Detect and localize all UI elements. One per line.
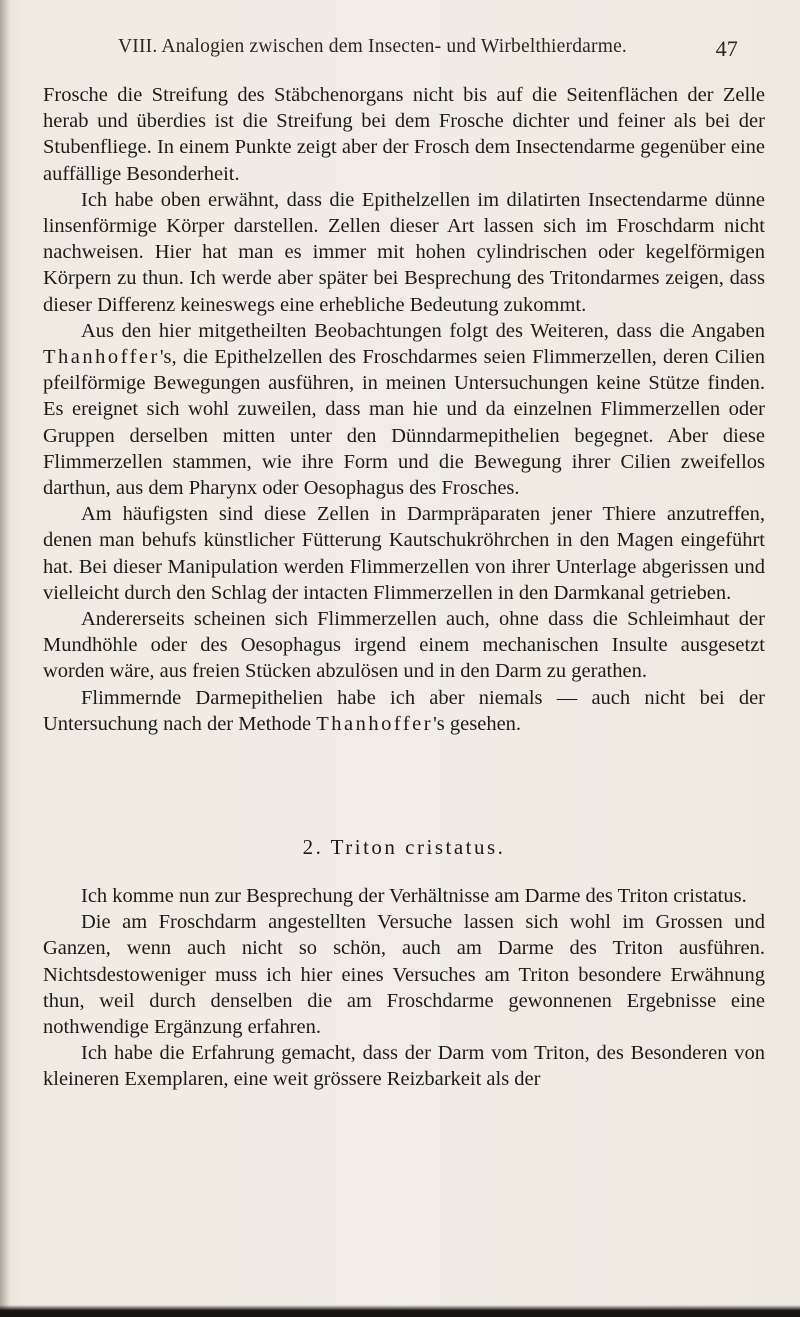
paragraph [43, 606, 765, 685]
author-name: Thanhoffer [316, 712, 434, 735]
paragraph: Ich habe die Erfahrung gemacht, dass der Darm vom Triton, des Besonderen von kleineren Exemplaren, eine weit grössere Reizbarkeit als der [43, 1042, 765, 1091]
page-gutter-shadow [0, 0, 10, 1317]
paragraph-text: Ich habe oben erwähnt, dass die Epithelzellen im dilatirten Insectendarme dünne linsenförmige Körper darstellen. Zellen dieser Art lassen sich im Froschdarm nicht nachweisen. Hier hat man es immer mit hohen cylindrischen oder kegelförmigen Körpern zu thun. Ich werde aber später bei Besprechung des Tritondarmes zeigen, dass dieser Differenz keineswegs eine erhebliche Bedeutung zukommt. [43, 188, 765, 316]
paragraph-text: Aus den hier mitgetheilten Beobachtungen folgt des Weiteren, dass die Angaben [81, 319, 765, 342]
paragraph-text: Flimmernde Darmepithelien habe ich aber niemals — auch nicht bei der Untersuchung nach der Methode [43, 686, 765, 735]
running-title: VIII. Analogien zwischen dem Insecten- und Wirbelthierdarme. [118, 36, 628, 57]
paragraph-text: 's gesehen. [433, 712, 522, 735]
page-header [118, 36, 738, 64]
body-text-section-1 [43, 82, 765, 737]
body-text-section-2 [43, 883, 765, 1093]
paragraph [43, 187, 765, 318]
paragraph-text: Frosche die Streifung des Stäbchenorgans nicht bis auf die Seitenflächen der Zelle herab und überdies ist die Streifung bei dem Frosche dichter und feiner als bei der Stubenfliege. In einem Punkte zeigt aber der Frosch dem Insectendarme gegenüber eine auffällige Besonderheit. [43, 84, 765, 185]
paragraph-text: Andererseits scheinen sich Flimmerzellen auch, ohne dass die Schleimhaut der Mundhöhle oder des Oesophagus irgend einem mechanischen Insulte ausgesetzt worden wäre, aus freien Stücken abzulösen und in den Darm zu gerathen. [43, 608, 765, 683]
author-name: Thanhoffer [43, 346, 160, 369]
paragraph [43, 685, 765, 737]
section-heading [43, 835, 765, 860]
scan-bottom-edge [0, 1305, 800, 1317]
paragraph: Die am Froschdarm angestellten Versuche lassen sich wohl im Grossen und Ganzen, wenn auch nicht so schön, auch am Darme des Triton ausführen. Nichtsdestoweniger muss ich hier eines Versuches am Triton besondere Erwähnung thun, weil durch denselben die am Froschdarme gewonnenen Ergebnisse eine nothwendige Ergänzung erfahren. [43, 911, 765, 1039]
page-number: 47 [715, 36, 738, 61]
paragraph-text: Am häufigsten sind diese Zellen in Darmpräparaten jener Thiere anzutreffen, denen man behufs künstlicher Fütterung Kautschukröhrchen in den Magen eingeführt hat. Bei dieser Manipulation werden Flimmerzellen von ihrer Unterlage abgerissen und vielleicht durch den Schlag der intacten Flimmerzellen in den Darmkanal getrieben. [43, 503, 765, 604]
paragraph [43, 318, 765, 501]
paragraph [43, 501, 765, 606]
paragraph-text: 's, die Epithelzellen des Froschdarmes seien Flimmerzellen, deren Cilien pfeilförmige Bewegungen ausführen, in meinen Untersuchungen keine Stütze finden. Es ereignet sich wohl zuweilen, dass man hie und da einzelnen Flimmerzellen oder Gruppen derselben mitten unter den Dünndarmepithelien begegnet. Aber diese Flimmerzellen stammen, wie ihre Form und die Bewegung ihrer Cilien zweifellos darthun, aus dem Pharynx oder Oesophagus des Frosches. [43, 346, 765, 500]
paragraph: Ich komme nun zur Besprechung der Verhältnisse am Darme des Triton cristatus. [81, 885, 747, 907]
section-heading-text: 2. Triton cristatus. [302, 835, 506, 859]
paragraph [43, 82, 765, 187]
